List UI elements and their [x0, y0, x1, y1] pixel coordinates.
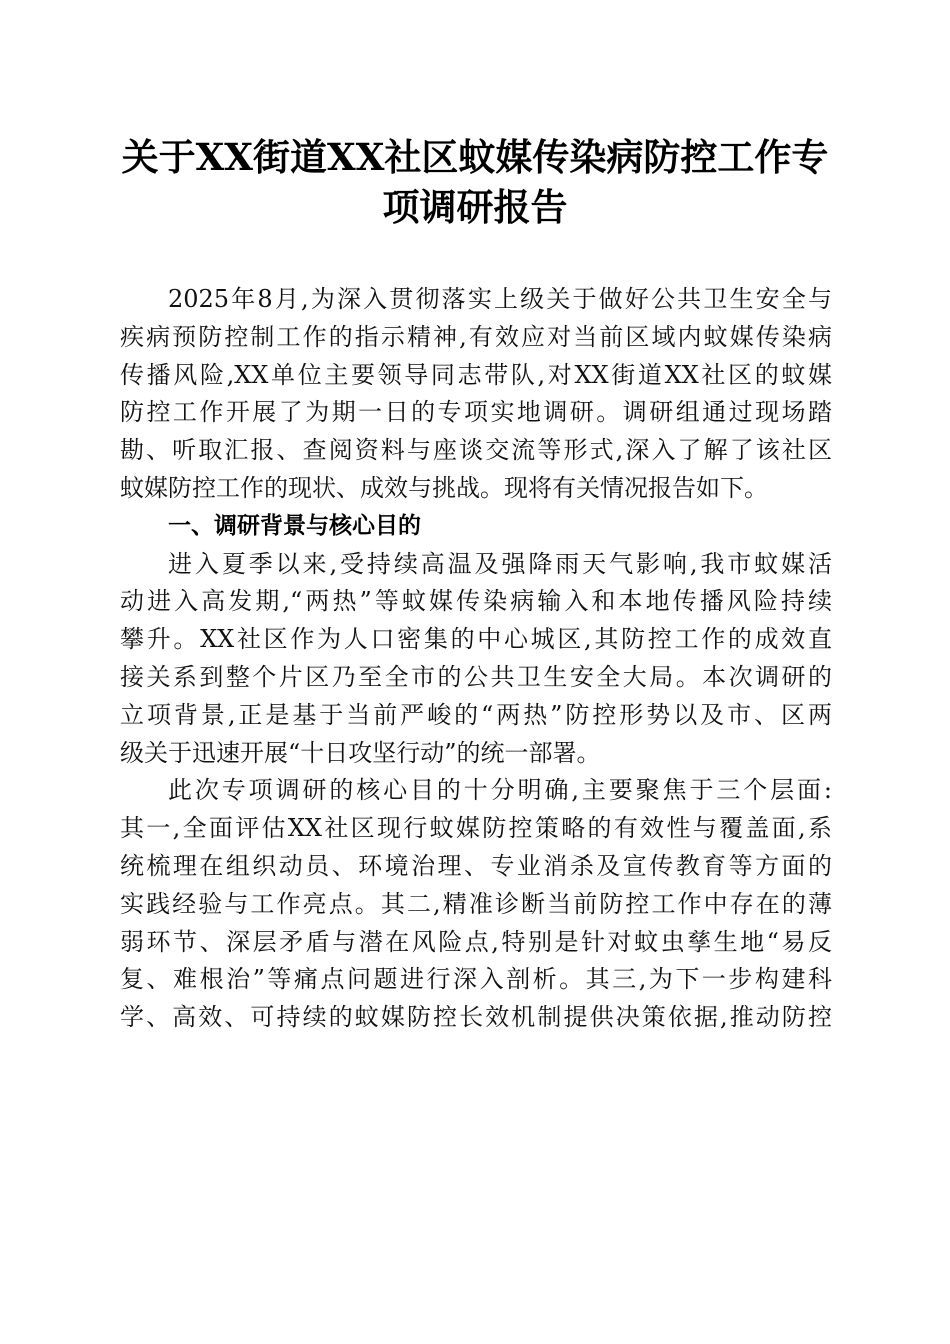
paragraph-purpose	[120, 772, 832, 1037]
title-line-1: 关于XX街道XX社区蚊媒传染病防控工作专	[121, 135, 829, 179]
text-line: 其一,全面评估XX社区现行蚊媒防控策略的有效性与覆盖面,系	[120, 814, 832, 843]
text-line: 级关于迅速开展“十日攻坚行动”的统一部署。	[120, 738, 601, 767]
text-line: 动进入高发期,“两热”等蚊媒传染病输入和本地传播风险持续	[120, 587, 832, 616]
text-line: 接关系到整个片区乃至全市的公共卫生安全大局。本次调研的	[120, 662, 832, 691]
text-line: 统梳理在组织动员、环境治理、专业消杀及宣传教育等方面的	[120, 851, 832, 880]
text-line: 2025年8月,为深入贯彻落实上级关于做好公共卫生安全与	[168, 285, 832, 313]
section-heading-1: 一、调研背景与核心目的	[168, 512, 421, 539]
paragraph-background	[120, 546, 832, 773]
text-line: 蚊媒防控工作的现状、成效与挑战。现将有关情况报告如下。	[120, 473, 768, 502]
text-line: 此次专项调研的核心目的十分明确,主要聚焦于三个层面:	[168, 776, 832, 805]
text-line: 传播风险,XX单位主要领导同志带队,对XX街道XX社区的蚊媒	[120, 360, 832, 389]
text-line: 弱环节、深层矛盾与潜在风险点,特别是针对蚊虫孳生地“易反	[120, 927, 832, 956]
document-title	[100, 132, 850, 232]
text-line: 疾病预防控制工作的指示精神,有效应对当前区域内蚊媒传染病	[120, 322, 832, 351]
document-body	[120, 281, 832, 1037]
text-line: 立项背景,正是基于当前严峻的“两热”防控形势以及市、区两	[120, 700, 832, 729]
text-line: 攀升。XX社区作为人口密集的中心城区,其防控工作的成效直	[120, 625, 832, 654]
paragraph-intro	[120, 281, 832, 508]
title-line-2: 项调研报告	[382, 185, 568, 229]
text-line: 复、难根治”等痛点问题进行深入剖析。其三,为下一步构建科	[120, 965, 832, 994]
text-line: 勘、听取汇报、查阅资料与座谈交流等形式,深入了解了该社区	[120, 436, 832, 465]
text-line: 学、高效、可持续的蚊媒防控长效机制提供决策依据,推动防控	[120, 1003, 832, 1032]
text-line: 实践经验与工作亮点。其二,精准诊断当前防控工作中存在的薄	[120, 889, 832, 918]
text-line: 防控工作开展了为期一日的专项实地调研。调研组通过现场踏	[120, 398, 832, 427]
text-line: 进入夏季以来,受持续高温及强降雨天气影响,我市蚊媒活	[168, 549, 832, 578]
